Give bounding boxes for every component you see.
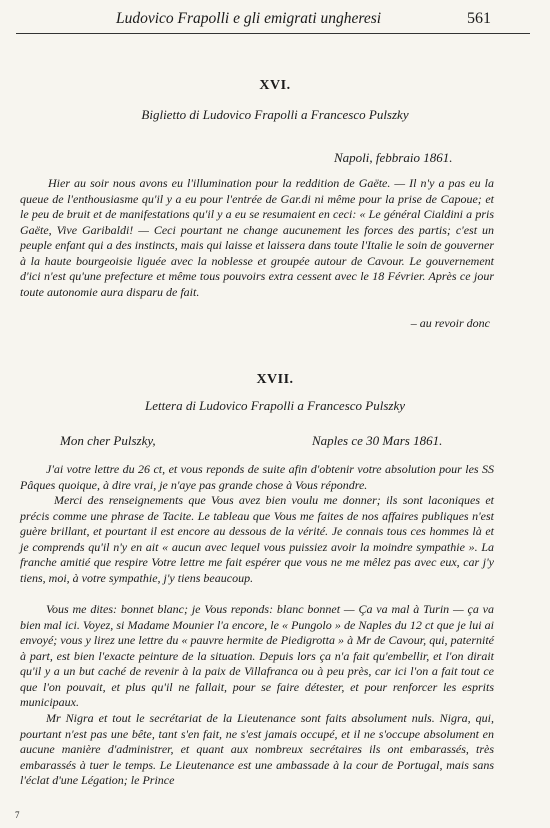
letter-16-signoff: – au revoir donc xyxy=(410,316,490,330)
letter-17-paragraph: Merci des renseignements que Vous avez bien voulu me donner; ils sont laconiques et précis comme une phrase de Tacite. Le tableau que Vous me faites de nos affaires publiques n'est guère brillant, et pourtant il est encore au dessous de la vérité. Je connais tous ces hommes là et je comprends qu'il n'y en ait « aucun avec lequel vous puissiez avoir la moindre sympathie ». La franche amitié que respire Votre lettre me fait espérer que vous ne me mêlez pas avec eux, car j'y tiens, moi, à votre sympathie, j'y tiens beaucoup. xyxy=(20,493,494,585)
signature-mark: 7 xyxy=(15,810,20,820)
header-rule xyxy=(16,33,530,34)
letter-17-number: XVII. xyxy=(256,372,294,387)
letter-17-subtitle: Lettera di Ludovico Frapolli a Francesco Pulszky xyxy=(145,398,405,413)
letter-17-salutation: Mon cher Pulszky, xyxy=(60,433,156,448)
letter-16-body: Hier au soir nous avons eu l'illumination pour la reddition de Gaëte. — Il n'y a pas eu la queue de l'enthousiasme qu'il y a eu pour l'entrée de Gar.di ni même pour la prise de Capoue; et le peu de bruit et de manifestations qu'il y a eu se resumaient en ceci: « Le général Cialdini a pris Gaëte, Vive Garibaldi! — Ceci pourtant ne change aucunement les forces des partis; c'est un peuple enfant qui a des instincts, mais qui laisse et laissera dans toute l'Italie le soin de gouverner à la haute bourgeoisie liguée avec la noblesse et groupée autour de Cavour. Le gouvernement d'ici n'est qu'une prefecture et même tous pouvoirs extra cessent avec le 18 Février. Après ce jour toute autonomie aura disparu de fait. xyxy=(20,176,494,299)
letter-16-dateline: Napoli, febbraio 1861. xyxy=(334,150,453,165)
letter-17-paragraph: Vous me dites: bonnet blanc; je Vous reponds: blanc bonnet — Ça va mal à Turin — ça va bien mal ici. Voyez, si Madame Mounier l'a encore, le « Pungolo » de Naples du 12 ct que je lui ai envoyé; vous y lirez une lettre du « pauvre hermite de Piedigrotta » à Mr de Cavour, qui, paternité à part, est bien l'exacte peinture de la situation. Depuis lors ça n'a fait qu'embellir, et l'on dirait qu'il y a un but caché de revenir à la paix de Villafranca ou à peu près, car ici l'on a fait tout ce que l'on pouvait, et plus qu'il ne fallait, pour se faire détester, et pour renforcer les esprits municipaux. xyxy=(20,602,494,709)
letter-16-number: XVI. xyxy=(259,78,291,93)
letter-17-paragraph: J'ai votre lettre du 26 ct, et vous reponds de suite afin d'obtenir votre absolution pour les SS Pâques quoique, à dire vrai, je n'aye pas grande chose à Vous répondre. xyxy=(20,462,494,492)
letter-17-paragraph: Mr Nigra et tout le secrétariat de la Lieutenance sont faits absolument nuls. Nigra, qui, pourtant n'est pas une bête, tant s'en fait, ne s'est jamais occupé, et il ne s'occupe absolument en aucune manière d'administrer, et quant aux nombreux secrétaires ils ont embarassés, très embarassés à tuer le temps. Le Lieutenance est une ambassade à la cour de Portugal, mais sans l'éclat d'une Légation; le Prince xyxy=(20,711,494,787)
running-head xyxy=(0,8,550,30)
letter-16-subtitle: Biglietto di Ludovico Frapolli a Francesco Pulszky xyxy=(141,107,409,122)
running-title: Ludovico Frapolli e gli emigrati ungheresi xyxy=(116,10,382,27)
page-number: 561 xyxy=(467,10,491,27)
letter-17-place-date: Naples ce 30 Mars 1861. xyxy=(312,433,443,448)
